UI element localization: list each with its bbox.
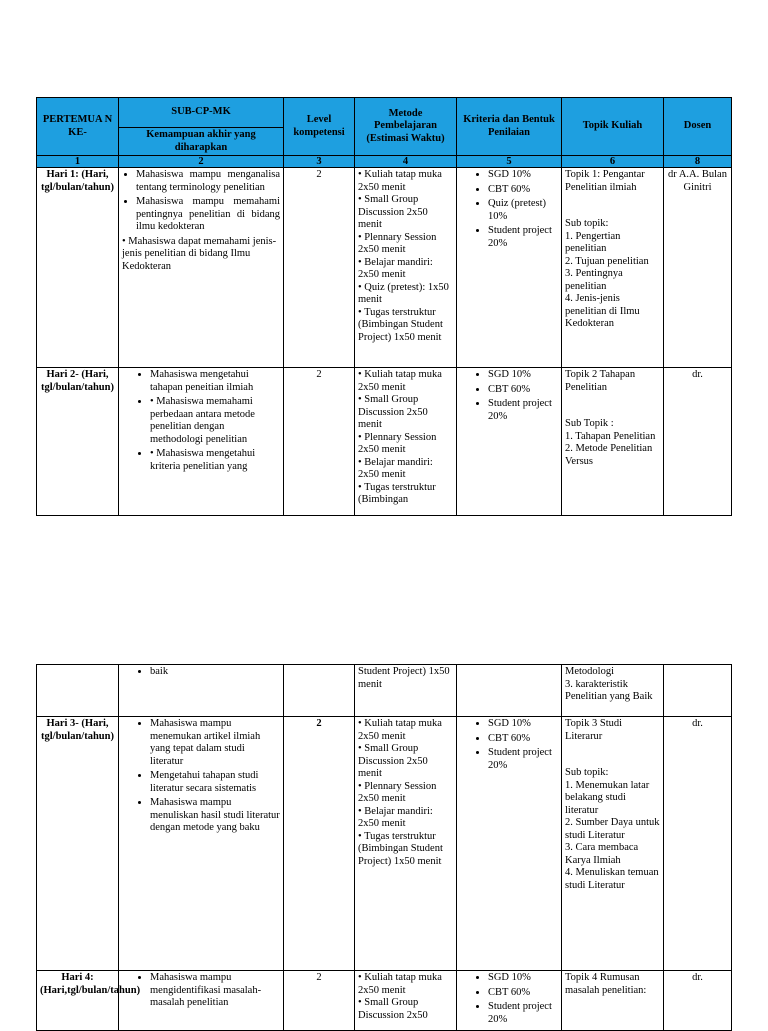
metode-item: • Plennary Session 2x50 menit (358, 231, 437, 255)
metode-item: • Plennary Session 2x50 menit (358, 431, 437, 455)
list-item: • Mahasiswa mampu menemukan artikel ilmiah yang tepat dalam studi literatur (150, 718, 280, 768)
col-number: 3 (284, 156, 355, 168)
list-item: • baik (150, 666, 280, 679)
metode-cell (355, 368, 457, 516)
metode-cell: Student Project) 1x50 menit (355, 665, 457, 717)
topik-cell (562, 665, 664, 717)
col-number: 4 (355, 156, 457, 168)
metode-item: • Small Group Discussion 2x50 menit (358, 394, 428, 430)
table-row (37, 717, 732, 971)
topik-sub-item: 2. Metode Penelitian Versus (565, 443, 653, 467)
metode-item: • Small Group Discussion 2x50 (358, 997, 428, 1021)
kemampuan-cell (119, 368, 284, 516)
topik-cell (562, 368, 664, 516)
col-number: 8 (664, 156, 732, 168)
metode-item: • Belajar mandiri: 2x50 menit (358, 456, 433, 480)
topik-sub-item: 3. Cara membaca Karya Ilmiah (565, 842, 639, 866)
col-number: 6 (562, 156, 664, 168)
topik-cell: Topik 4 Rumusan masalah penelitian: (562, 971, 664, 1031)
metode-item: • Plennary Session 2x50 menit (358, 780, 437, 804)
topik-sub-item: 2. Sumber Daya untuk studi Literatur (565, 817, 660, 841)
col-number: 5 (457, 156, 562, 168)
topik-sub-item: 4. Menuliskan temuan studi Literatur (565, 867, 659, 891)
list-item: • Mahasiswa mampu memahami pentingnya penelitian di bidang ilmu kedokteran (136, 196, 280, 234)
list-item: • Mahasiswa mengetahui tahapan peneitian ilmiah (150, 369, 280, 394)
metode-item: • Small Group Discussion 2x50 menit (358, 743, 428, 779)
list-item: • SGD 10% (488, 169, 558, 182)
header-kemampuan: Kemampuan akhir yang diharapkan (119, 128, 284, 156)
topik-sub-label: Sub topik: (565, 767, 609, 778)
metode-item: • Belajar mandiri: 2x50 menit (358, 256, 433, 280)
rps-table-page-2 (36, 664, 732, 1031)
metode-item: • Tugas terstruktur (Bimbingan Student Project) 1x50 menit (358, 306, 443, 343)
list-item: • Mahasiswa mampu menganalisa tentang terminology penelitian (136, 169, 280, 194)
list-item: • Student project 20% (488, 225, 558, 250)
header-topik: Topik Kuliah (562, 98, 664, 156)
col-number: 2 (119, 156, 284, 168)
list-item: • Mengetahui tahapan studi literatur secara sistematis (150, 770, 280, 795)
topik-sub-item: 3. karakteristik Penelitian yang Baik (565, 678, 653, 702)
level-cell: 2 (284, 168, 355, 368)
topik-sub-item: 1. Tahapan Penelitian (565, 430, 656, 442)
list-item: • Mahasiswa mampu menuliskan hasil studi literatur dengan metode yang baku (150, 797, 280, 835)
metode-item: • Tugas terstruktur (Bimbingan Student Project) 1x50 menit (358, 830, 443, 867)
pertemuan-cell (37, 665, 119, 717)
header-sub-cp-mk: SUB-CP-MK (119, 98, 284, 128)
kriteria-cell (457, 168, 562, 368)
table-row (37, 971, 732, 1031)
list-item: • CBT 60% (488, 384, 558, 397)
list-item: • CBT 60% (488, 733, 558, 746)
dosen-cell (664, 665, 732, 717)
pertemuan-cell: Hari 3- (Hari, tgl/bulan/tahun) (37, 717, 119, 971)
topik-title: Topik 1: Pengantar Penelitian ilmiah (565, 169, 645, 193)
metode-item: • Kuliah tatap muka 2x50 menit (358, 972, 442, 996)
level-cell: 2 (284, 717, 355, 971)
col-number: 1 (37, 156, 119, 168)
column-number-row (37, 156, 732, 168)
level-cell: 2 (284, 971, 355, 1031)
topik-sub-item: 4. Jenis-jenis penelitian di Ilmu Kedokteran (565, 293, 640, 329)
header-dosen: Dosen (664, 98, 732, 156)
list-item: • Student project 20% (488, 1001, 558, 1026)
kemampuan-cell (119, 665, 284, 717)
kriteria-cell (457, 971, 562, 1031)
topik-title: Topik 2 Tahapan Penelitian (565, 369, 636, 393)
list-item: • Mahasiswa dapat memahami jenis-jenis penelitian di bidang Ilmu Kedokteran (122, 235, 277, 272)
metode-item: • Quiz (pretest): 1x50 menit (358, 281, 449, 305)
metode-item: • Small Group Discussion 2x50 menit (358, 194, 428, 230)
list-item: • • Mahasiswa mengetahui kriteria penelitian yang (150, 448, 280, 473)
level-cell (284, 665, 355, 717)
table-row (37, 368, 732, 516)
kriteria-cell (457, 368, 562, 516)
list-item: • SGD 10% (488, 972, 558, 985)
rps-table-page-1 (36, 97, 732, 516)
topik-title: Topik 3 Studi Literarur (565, 718, 623, 742)
dosen-cell: dr A.A. Bulan Ginitri (664, 168, 732, 368)
topik-sub-item: 2. Tujuan penelitian (565, 255, 649, 267)
topik-sub-label: Sub topik: (565, 218, 609, 229)
list-item: • SGD 10% (488, 369, 558, 382)
topik-sub-item: 1. Menemukan latar belakang studi literatur (565, 779, 650, 816)
metode-item: • Kuliah tatap muka 2x50 menit (358, 718, 442, 742)
list-item: • Mahasiswa mampu mengidentifikasi masalah-masalah penelitian (150, 972, 280, 1010)
table-row (37, 168, 732, 368)
list-item: • Quiz (pretest) 10% (488, 198, 558, 223)
metode-cell (355, 717, 457, 971)
table-row-continuation (37, 665, 732, 717)
dosen-cell: dr. (664, 717, 732, 971)
topik-cell (562, 168, 664, 368)
pertemuan-cell: Hari 2- (Hari, tgl/bulan/tahun) (37, 368, 119, 516)
topik-sub-item: 1. Pengertian penelitian (565, 230, 621, 254)
kemampuan-cell (119, 168, 284, 368)
header-metode: Metode Pembelajaran (Estimasi Waktu) (355, 98, 457, 156)
metode-cell (355, 971, 457, 1031)
topik-cell (562, 717, 664, 971)
metode-item: • Tugas terstruktur (Bimbingan (358, 481, 436, 505)
metode-item: • Kuliah tatap muka 2x50 menit (358, 169, 442, 193)
pertemuan-cell: Hari 4: (Hari,tgl/bulan/tahun) (37, 971, 119, 1031)
dosen-cell: dr. (664, 971, 732, 1031)
list-item: • CBT 60% (488, 184, 558, 197)
kriteria-cell (457, 717, 562, 971)
kemampuan-cell (119, 717, 284, 971)
header-level: Level kompetensi (284, 98, 355, 156)
list-item: • Student project 20% (488, 747, 558, 772)
header-kriteria: Kriteria dan Bentuk Penilaian (457, 98, 562, 156)
dosen-cell: dr. (664, 368, 732, 516)
metode-cell (355, 168, 457, 368)
level-cell: 2 (284, 368, 355, 516)
topik-sub-item: Metodologi (565, 666, 614, 677)
header-pertemuan: PERTEMUA N KE- (37, 98, 119, 156)
pertemuan-cell: Hari 1: (Hari, tgl/bulan/tahun) (37, 168, 119, 368)
kemampuan-cell (119, 971, 284, 1031)
kriteria-cell (457, 665, 562, 717)
metode-item: • Kuliah tatap muka 2x50 menit (358, 369, 442, 393)
list-item: • CBT 60% (488, 987, 558, 1000)
list-item: • SGD 10% (488, 718, 558, 731)
list-item: • • Mahasiswa memahami perbedaan antara metode penelitian dengan methodologi penelitian (150, 396, 280, 446)
topik-sub-label: Sub Topik : (565, 418, 614, 429)
topik-sub-item: 3. Pentingnya penelitian (565, 268, 623, 292)
list-item: • Student project 20% (488, 398, 558, 423)
metode-item: • Belajar mandiri: 2x50 menit (358, 805, 433, 829)
